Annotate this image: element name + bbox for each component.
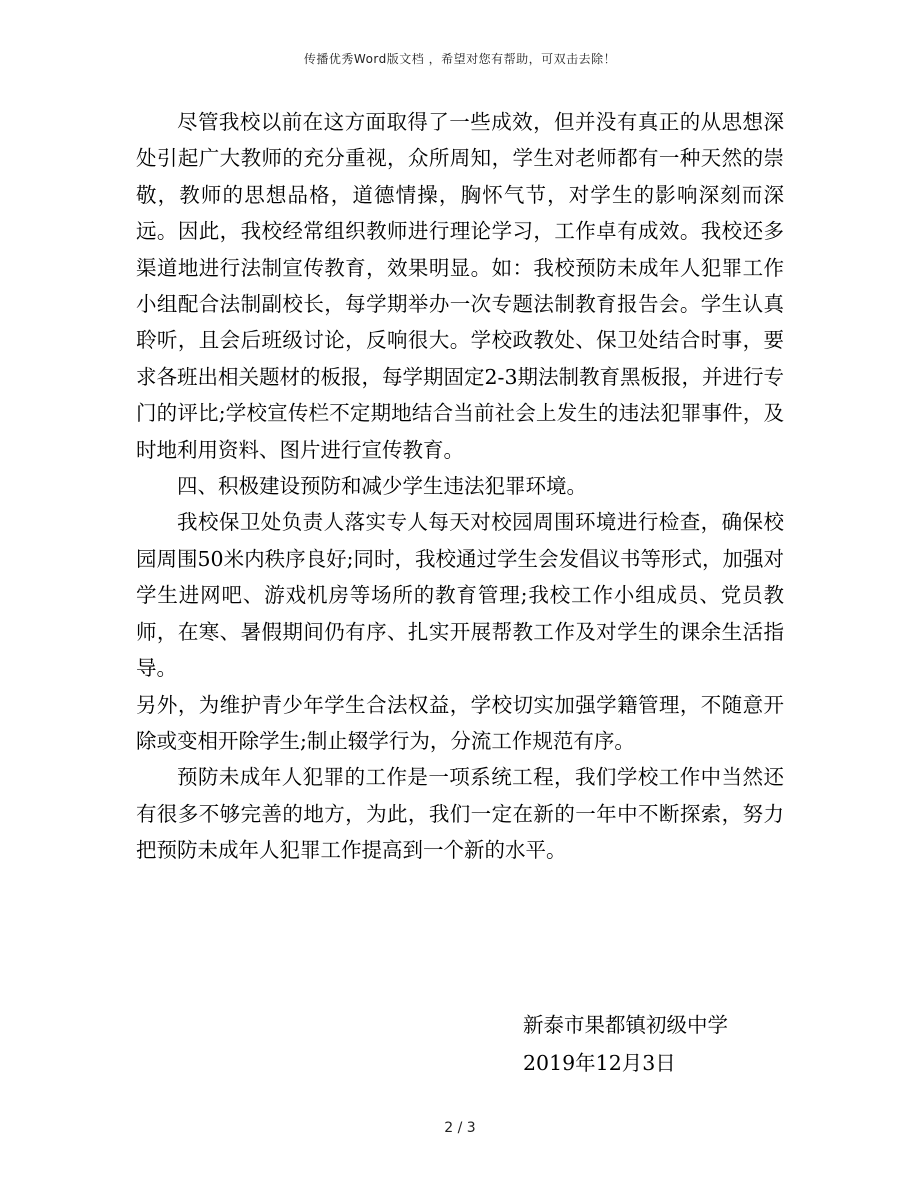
section-heading-environment: 四、积极建设预防和减少学生违法犯罪环境。	[177, 474, 587, 499]
paragraph-student-rights: 另外，为维护青少年学生合法权益，学校切实加强学籍管理，不随意开除或变相开除学生;制止辍学行为，分流工作规范有序。	[136, 692, 784, 753]
paragraph-conclusion: 预防未成年人犯罪的工作是一项系统工程，我们学校工作中当然还有很多不够完善的地方，为此，我们一定在新的一年中不断探索，努力把预防未成年人犯罪工作提高到一个新的水平。	[136, 765, 784, 863]
paragraph-legal-education: 尽管我校以前在这方面取得了一些成效，但并没有真正的从思想深处引起广大教师的充分重视，众所周知，学生对老师都有一种天然的崇敬，教师的思想品格，道德情操，胸怀气节，对学生的影响深刻而深远。因此，我校经常组织教师进行理论学习，工作卓有成效。我校还多渠道地进行法制宣传教育，效果明显。如：我校预防未成年人犯罪工作小组配合法制副校长，每学期举办一次专题法制教育报告会。学生认真聆听，且会后班级讨论，反响很大。学校政教处、保卫处结合时事，要求各班出相关题材的板报，每学期固定2-3期法制教育黑板报，并进行专门的评比;学校宣传栏不定期地结合当前社会上发生的违法犯罪事件，及时地利用资料、图片进行宣传教育。	[136, 110, 785, 462]
document-header-note: 传播优秀Word版文档 ，希望对您有帮助，可双击去除！	[303, 52, 617, 66]
page-number: 2 / 3	[444, 1120, 476, 1136]
signature-date: 2019年12月3日	[523, 1051, 676, 1075]
document-body	[136, 104, 784, 869]
paragraph-campus-security: 我校保卫处负责人落实专人每天对校园周围环境进行检查，确保校园周围50米内秩序良好;同时，我校通过学生会发倡议书等形式，加强对学生进网吧、游戏机房等场所的教育管理;我校工作小组成员、党员教师，在寒、暑假期间仍有序、扎实开展帮教工作及对学生的课余生活指导。	[136, 510, 784, 681]
signature-organization: 新泰市果都镇初级中学	[523, 1013, 728, 1037]
